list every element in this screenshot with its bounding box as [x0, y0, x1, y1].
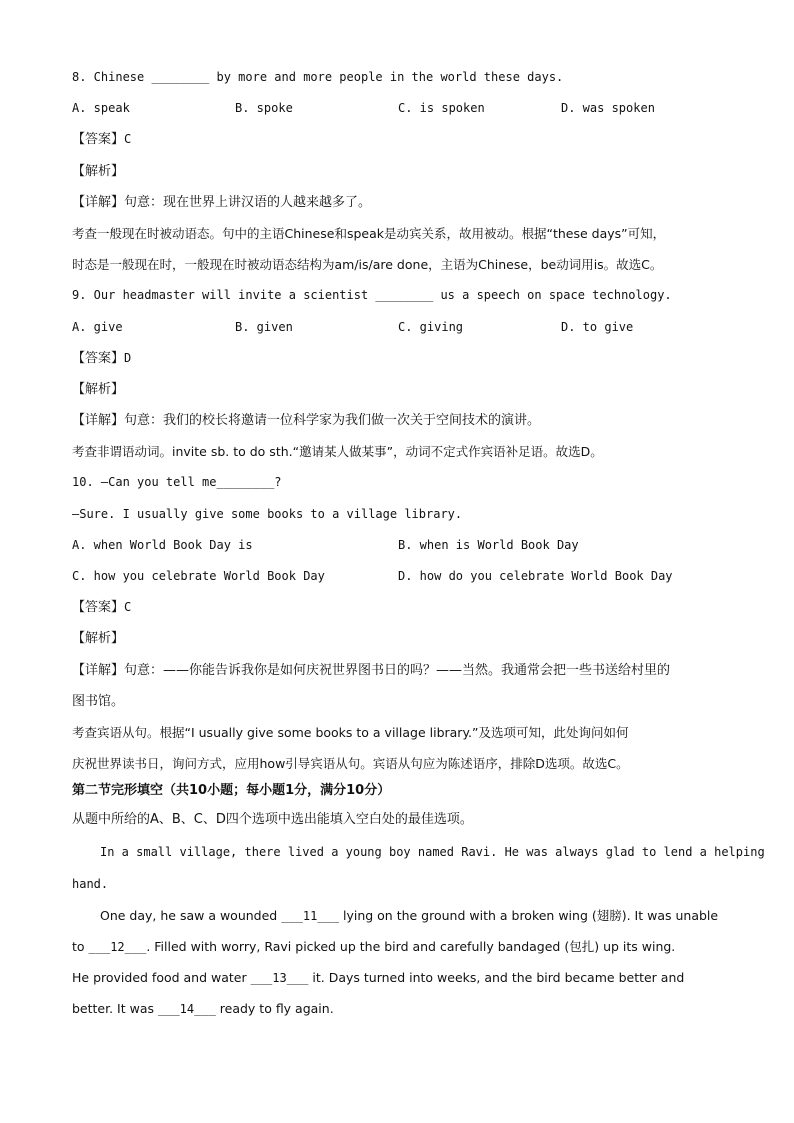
q10-options-row1 [72, 530, 724, 561]
q8-explain-2: 时态是一般现在时，一般现在时被动语态结构为am/is/are done，主语为Chinese，be动词用is。故选C。 [72, 257, 663, 273]
q10-options-row2 [72, 561, 724, 592]
answer-value: C [124, 132, 132, 147]
passage-p2-line3 [72, 962, 724, 993]
passage-text: . Filled with worry, Ravi picked up the bird and carefully bandaged (包扎) up its wing. [146, 938, 676, 954]
passage-p2-line2 [72, 931, 724, 962]
passage-text: better. It was [72, 1001, 158, 1017]
q8-option-c: C. is spoken [398, 101, 485, 116]
passage-p1-line2: hand. [72, 876, 109, 891]
q8-option-a: A. speak [72, 101, 130, 116]
blank-14: ___14___ [158, 1002, 216, 1017]
q10-answer [72, 592, 724, 623]
blank-13: ___13___ [250, 971, 309, 986]
passage-text: One day, he saw a wounded [100, 907, 282, 923]
blank-12: ___12___ [88, 939, 147, 954]
detail-text: 句意：——你能告诉我你是如何庆祝世界图书日的吗？——当然。我通常会把一些书送给村里的 [124, 662, 671, 678]
q9-analysis-label: 【解析】 [72, 381, 125, 397]
q10-detail-1 [72, 655, 724, 686]
detail-label: 【详解】 [72, 662, 125, 678]
q8-stem: 8. Chinese ________ by more and more people in the world these days. [72, 70, 564, 84]
answer-label: 【答案】 [72, 350, 125, 366]
passage-text: ready to fly again. [215, 1001, 334, 1017]
q8-detail [72, 187, 724, 218]
answer-label: 【答案】 [72, 600, 125, 616]
answer-value: D [124, 350, 132, 365]
q9-option-b: B. given [235, 319, 293, 334]
q9-detail [72, 405, 724, 436]
q10-option-d: D. how do you celebrate World Book Day [398, 569, 673, 583]
q8-explain-1: 考查一般现在时被动语态。句中的主语Chinese和speak是动宾关系，故用被动。根据“these days”可知， [72, 225, 666, 241]
passage-p2-line1 [72, 900, 724, 931]
q9-explain-1: 考查非谓语动词。invite sb. to do sth.“邀请某人做某事”，动词不定式作宾语补足语。故选D。 [72, 444, 603, 460]
q10-explain-1: 考查宾语从句。根据“I usually give some books to a village library.”及选项可知，此处询问如何 [72, 724, 629, 740]
answer-label: 【答案】 [72, 132, 125, 148]
q10-option-c: C. how you celebrate World Book Day [72, 569, 325, 583]
q10-option-a: A. when World Book Day is [72, 537, 253, 552]
detail-label: 【详解】 [72, 194, 125, 210]
passage-text: to [72, 938, 89, 954]
q9-answer [72, 343, 724, 374]
detail-label: 【详解】 [72, 413, 125, 429]
document-page [72, 62, 765, 1024]
q10-analysis-label: 【解析】 [72, 631, 125, 647]
q9-option-d: D. to give [561, 319, 634, 334]
passage-text: it. Days turned into weeks, and the bird became better and [308, 970, 685, 986]
passage-text: He provided food and water [72, 970, 251, 986]
q10-reply: —Sure. I usually give some books to a village library. [72, 506, 463, 521]
q8-analysis-label: 【解析】 [72, 163, 125, 179]
passage-p2-line4 [72, 993, 724, 1024]
q10-option-b: B. when is World Book Day [398, 537, 579, 552]
q9-option-c: C. giving [398, 319, 464, 334]
passage-text: lying on the ground with a broken wing (翅膀). It was unable [339, 907, 719, 923]
passage-p1-line1: In a small village, there lived a young boy named Ravi. He was always glad to lend a helping [100, 845, 765, 860]
q9-option-a: A. give [72, 319, 123, 334]
q8-options [72, 93, 724, 124]
section-title: 第二节完形填空（共10小题；每小题1分，满分10分） [72, 783, 391, 799]
q8-option-b: B. spoke [235, 101, 293, 116]
q10-explain-2: 庆祝世界读书日，询问方式，应用how引导宾语从句。宾语从句应为陈述语序，排除D选项。故选C。 [72, 756, 629, 772]
answer-value: C [124, 600, 132, 615]
q10-detail-2: 图书馆。 [72, 693, 125, 709]
q8-option-d: D. was spoken [561, 101, 655, 116]
q9-options [72, 312, 724, 343]
q8-answer [72, 124, 724, 155]
q10-stem: 10. —Can you tell me________? [72, 475, 282, 490]
section-instruction: 从题中所给的A、B、C、D四个选项中选出能填入空白处的最佳选项。 [72, 812, 473, 828]
detail-text: 句意：我们的校长将邀请一位科学家为我们做一次关于空间技术的演讲。 [124, 413, 541, 429]
blank-11: ___11___ [281, 908, 339, 923]
q9-stem: 9. Our headmaster will invite a scientist ________ us a speech on space technology. [72, 288, 672, 303]
detail-text: 句意：现在世界上讲汉语的人越来越多了。 [124, 194, 372, 210]
